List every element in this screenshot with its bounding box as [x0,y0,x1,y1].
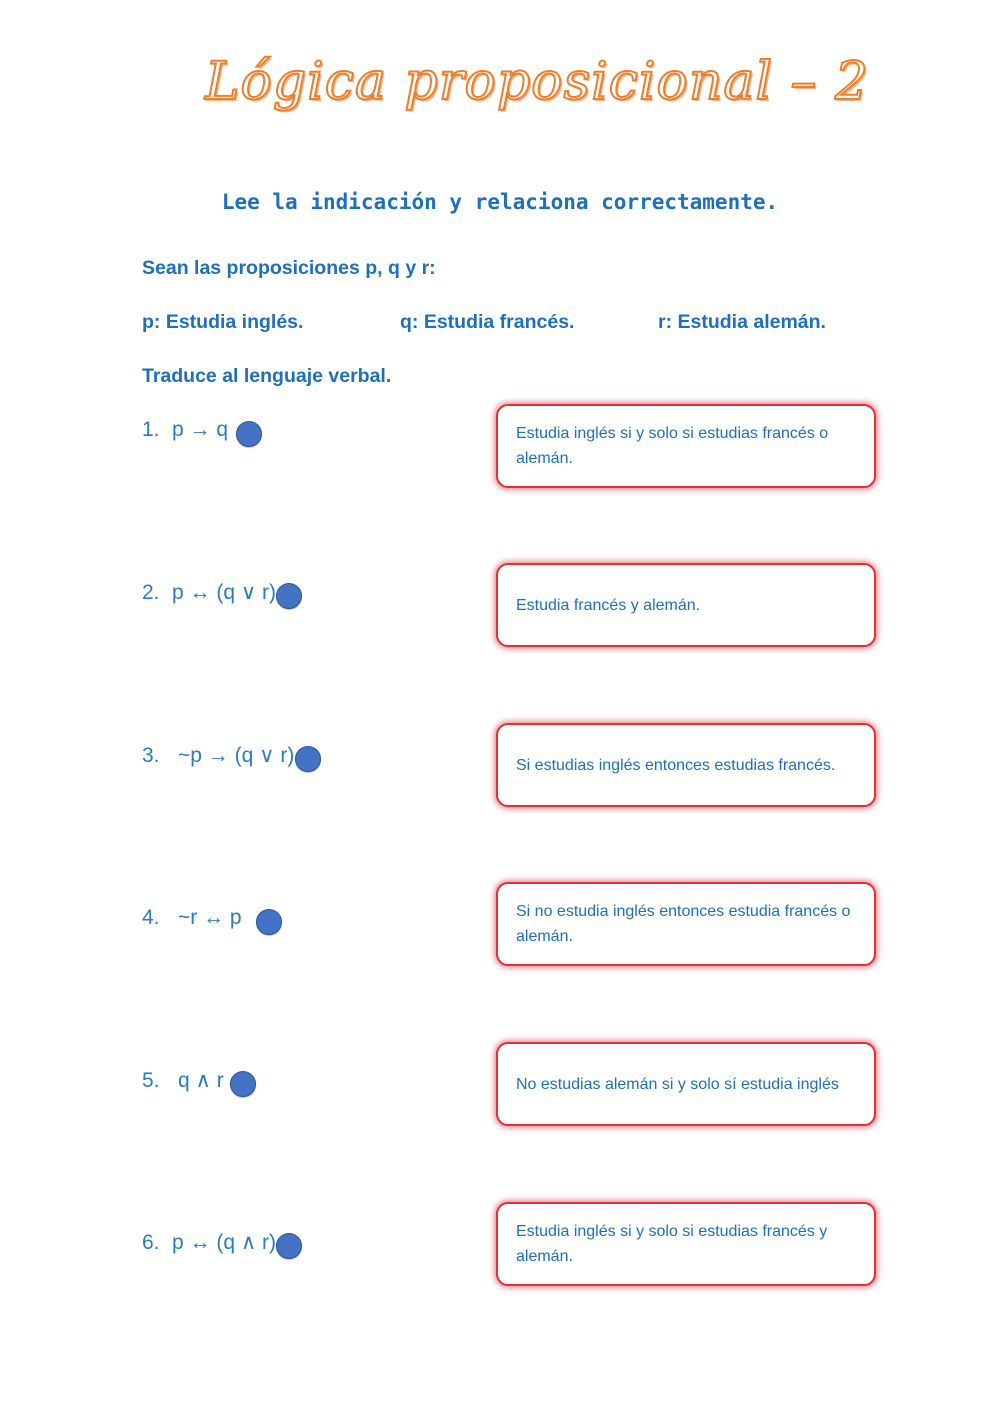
match-dot-2[interactable] [276,583,302,609]
answer-box-2[interactable] [496,563,876,647]
answer-text: Estudia francés y alemán. [516,596,701,614]
item-4 [142,906,242,930]
task-text: Traduce al lenguaje verbal. [142,365,392,387]
answer-box-5[interactable] [496,1042,876,1126]
answer-text: Si no estudia inglés entonces estudia francés o alemán. [516,903,851,945]
proposition-p: p: Estudia inglés. [142,311,304,333]
answer-box-6[interactable] [496,1202,876,1286]
item-number: 6. [142,1230,160,1254]
match-dot-3[interactable] [295,746,321,772]
item-3 [142,743,294,768]
item-2 [142,580,276,605]
answer-box-3[interactable] [496,723,876,807]
item-number: 4. [142,906,160,929]
proposition-r: r: Estudia alemán. [658,311,826,333]
proposition-q: q: Estudia francés. [400,311,575,333]
answer-text: Estudia inglés si y solo si estudias francés o alemán. [516,425,829,467]
answer-text: Si estudias inglés entonces estudias francés. [516,756,836,774]
item-6 [142,1230,276,1255]
item-number: 3. [142,743,160,767]
match-dot-6[interactable] [276,1233,302,1259]
item-number: 2. [142,580,160,604]
item-expression: p → q [172,418,229,441]
item-number: 5. [142,1068,160,1092]
answer-text: Estudia inglés si y solo si estudias francés y alemán. [516,1223,828,1265]
match-dot-5[interactable] [230,1071,256,1097]
answer-box-1[interactable] [496,404,876,488]
answer-box-4[interactable] [496,882,876,966]
item-expression: ~p → (q ∨ r) [178,744,295,767]
item-1 [142,418,228,442]
intro-text: Sean las proposiciones p, q y r: [142,257,436,279]
item-expression: p ↔ (q ∧ r) [172,1231,277,1254]
item-expression: ~r ↔ p [178,906,242,929]
instruction: Lee la indicación y relaciona correctamente. [221,190,779,214]
page-title: Lógica proposicional – 2 [205,52,870,112]
item-expression: p ↔ (q ∨ r) [172,581,277,604]
item-5 [142,1068,224,1093]
item-number: 1. [142,418,160,441]
answer-text: No estudias alemán si y solo sí estudia inglés [516,1075,839,1093]
match-dot-4[interactable] [256,909,282,935]
item-expression: q ∧ r [178,1069,224,1092]
match-dot-1[interactable] [236,421,262,447]
